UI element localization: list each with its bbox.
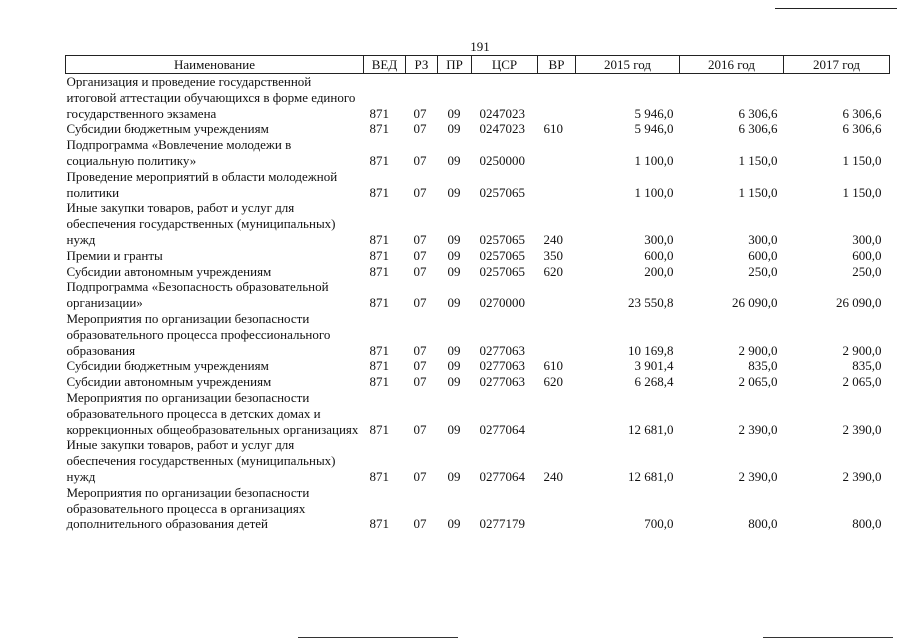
cell-name: Субсидии бюджетным учреждениям (66, 121, 269, 137)
cell-rz: 07 (413, 374, 427, 390)
cell-csr: 0277063 (479, 358, 525, 374)
cell-y2015: 1 100,0 (634, 152, 674, 168)
cell-vr: 240 (543, 231, 563, 247)
cell-pr: 09 (447, 231, 461, 247)
cell-pr: 09 (447, 121, 461, 137)
cell-vr (538, 390, 576, 437)
cell-y2015: 5 946,0 (634, 121, 674, 137)
cell-ved: 871 (369, 468, 389, 484)
cell-rz: 07 (413, 152, 427, 168)
cell-y2016: 2 390,0 (738, 468, 778, 484)
cell-rz: 07 (413, 231, 427, 247)
cell-pr: 09 (447, 295, 461, 311)
cell-rz: 07 (413, 247, 427, 263)
cell-csr: 0247023 (479, 105, 525, 121)
cell-name: Премии и гранты (66, 247, 163, 263)
cell-name: Иные закупки товаров, работ и услуг для обеспечения государственных (муниципальных) нужд (66, 437, 336, 484)
cell-y2017: 2 065,0 (842, 374, 882, 390)
cell-csr: 0270000 (479, 295, 525, 311)
cell-y2015: 200,0 (644, 263, 674, 279)
header-vr: ВР (538, 56, 576, 74)
top-rule (775, 8, 897, 9)
table-row (66, 74, 890, 122)
cell-csr: 0257065 (479, 247, 525, 263)
cell-y2016: 6 306,6 (738, 121, 778, 137)
cell-y2017: 2 900,0 (842, 342, 882, 358)
cell-csr: 0257065 (479, 184, 525, 200)
table-row (66, 121, 890, 137)
cell-y2017: 300,0 (852, 231, 882, 247)
cell-vr: 350 (543, 247, 563, 263)
cell-pr: 09 (447, 184, 461, 200)
cell-vr (538, 169, 576, 201)
cell-pr: 09 (447, 105, 461, 121)
cell-rz: 07 (413, 105, 427, 121)
cell-csr: 0277063 (479, 374, 525, 390)
cell-csr: 0277064 (479, 468, 525, 484)
table-row (66, 390, 890, 437)
cell-name: Субсидии бюджетным учреждениям (66, 358, 269, 374)
cell-pr: 09 (447, 358, 461, 374)
cell-name: Организация и проведение государственной итоговой аттестации обучающихся в форме единого государственного экзамена (66, 74, 356, 121)
cell-name: Субсидии автономным учреждениям (66, 374, 272, 390)
cell-y2017: 250,0 (852, 263, 882, 279)
table-row (66, 200, 890, 247)
header-2015: 2015 год (576, 56, 680, 74)
table-row (66, 485, 890, 532)
cell-y2017: 835,0 (852, 358, 882, 374)
cell-csr: 0257065 (479, 263, 525, 279)
cell-csr: 0247023 (479, 121, 525, 137)
cell-y2016: 2 390,0 (738, 421, 778, 437)
cell-y2015: 23 550,8 (628, 295, 674, 311)
cell-y2016: 600,0 (748, 247, 778, 263)
cell-y2015: 3 901,4 (634, 358, 674, 374)
cell-pr: 09 (447, 263, 461, 279)
cell-rz: 07 (413, 342, 427, 358)
cell-ved: 871 (369, 152, 389, 168)
cell-rz: 07 (413, 121, 427, 137)
cell-y2016: 26 090,0 (732, 295, 778, 311)
table-row (66, 169, 890, 201)
cell-name: Мероприятия по организации безопасности образовательного процесса профессионального образования (66, 310, 331, 358)
cell-rz: 07 (413, 184, 427, 200)
cell-ved: 871 (369, 295, 389, 311)
cell-ved: 871 (369, 342, 389, 358)
cell-name: Проведение мероприятий в области молодежной политики (66, 168, 338, 200)
cell-vr: 610 (543, 358, 563, 374)
cell-y2017: 1 150,0 (842, 184, 882, 200)
cell-rz: 07 (413, 421, 427, 437)
table-row (66, 137, 890, 169)
cell-vr (538, 485, 576, 532)
cell-y2016: 835,0 (748, 358, 778, 374)
cell-vr: 620 (543, 263, 563, 279)
cell-name: Мероприятия по организации безопасности образовательного процесса в организациях дополнительного образования детей (66, 484, 310, 532)
table-row (66, 311, 890, 358)
cell-name: Подпрограмма «Безопасность образовательной организации» (66, 279, 329, 311)
cell-ved: 871 (369, 421, 389, 437)
table-row (66, 437, 890, 484)
cell-y2016: 2 065,0 (738, 374, 778, 390)
cell-vr (538, 311, 576, 358)
cell-name: Мероприятия по организации безопасности образовательного процесса в детских домах и коррекционных общеобразовательных организациях (66, 389, 359, 437)
cell-y2015: 12 681,0 (628, 421, 674, 437)
header-name: Наименование (66, 56, 364, 74)
budget-table (65, 55, 890, 532)
header-ved: ВЕД (364, 56, 406, 74)
cell-vr (538, 279, 576, 311)
cell-pr: 09 (447, 152, 461, 168)
cell-y2015: 10 169,8 (628, 342, 674, 358)
cell-name: Иные закупки товаров, работ и услуг для обеспечения государственных (муниципальных) нужд (66, 200, 336, 247)
cell-rz: 07 (413, 263, 427, 279)
cell-y2017: 2 390,0 (842, 468, 882, 484)
cell-pr: 09 (447, 516, 461, 532)
cell-rz: 07 (413, 468, 427, 484)
header-pr: ПР (438, 56, 472, 74)
cell-csr: 0277179 (479, 516, 525, 532)
cell-ved: 871 (369, 184, 389, 200)
cell-y2015: 6 268,4 (634, 374, 674, 390)
cell-pr: 09 (447, 468, 461, 484)
cell-vr (538, 137, 576, 169)
cell-name: Субсидии автономным учреждениям (66, 263, 272, 279)
cell-csr: 0250000 (479, 152, 525, 168)
cell-ved: 871 (369, 263, 389, 279)
cell-y2017: 26 090,0 (836, 295, 882, 311)
cell-y2015: 12 681,0 (628, 468, 674, 484)
cell-ved: 871 (369, 358, 389, 374)
page-number: 191 (470, 39, 490, 54)
cell-vr (538, 74, 576, 122)
table-row (66, 264, 890, 280)
cell-csr: 0277063 (479, 342, 525, 358)
header-rz: РЗ (406, 56, 438, 74)
cell-csr: 0257065 (479, 231, 525, 247)
cell-y2017: 2 390,0 (842, 421, 882, 437)
cell-y2016: 1 150,0 (738, 184, 778, 200)
cell-y2017: 6 306,6 (842, 121, 882, 137)
cell-ved: 871 (369, 374, 389, 390)
header-2017: 2017 год (784, 56, 890, 74)
cell-ved: 871 (369, 231, 389, 247)
cell-pr: 09 (447, 247, 461, 263)
table-body (66, 74, 890, 533)
cell-y2017: 1 150,0 (842, 152, 882, 168)
table-row (66, 358, 890, 374)
table-row (66, 374, 890, 390)
cell-vr: 610 (543, 121, 563, 137)
cell-y2016: 300,0 (748, 231, 778, 247)
header-csr: ЦСР (472, 56, 538, 74)
cell-ved: 871 (369, 516, 389, 532)
cell-y2017: 800,0 (852, 516, 882, 532)
cell-rz: 07 (413, 358, 427, 374)
cell-vr: 240 (543, 468, 563, 484)
cell-y2017: 6 306,6 (842, 105, 882, 121)
cell-y2015: 600,0 (644, 247, 674, 263)
table-row (66, 279, 890, 311)
cell-pr: 09 (447, 421, 461, 437)
cell-csr: 0277064 (479, 421, 525, 437)
table-header (66, 56, 890, 74)
cell-y2015: 5 946,0 (634, 105, 674, 121)
cell-name: Подпрограмма «Вовлечение молодежи в социальную политику» (66, 137, 292, 168)
bottom-rule-left (298, 637, 458, 638)
cell-ved: 871 (369, 121, 389, 137)
table-row (66, 248, 890, 264)
cell-y2016: 250,0 (748, 263, 778, 279)
cell-y2015: 300,0 (644, 231, 674, 247)
cell-y2015: 700,0 (644, 516, 674, 532)
cell-pr: 09 (447, 374, 461, 390)
bottom-rule-right (763, 637, 893, 638)
cell-ved: 871 (369, 247, 389, 263)
cell-y2016: 1 150,0 (738, 152, 778, 168)
cell-y2017: 600,0 (852, 247, 882, 263)
header-2016: 2016 год (680, 56, 784, 74)
cell-y2016: 6 306,6 (738, 105, 778, 121)
cell-rz: 07 (413, 295, 427, 311)
cell-y2015: 1 100,0 (634, 184, 674, 200)
cell-y2016: 2 900,0 (738, 342, 778, 358)
cell-ved: 871 (369, 105, 389, 121)
cell-pr: 09 (447, 342, 461, 358)
cell-y2016: 800,0 (748, 516, 778, 532)
cell-rz: 07 (413, 516, 427, 532)
cell-vr: 620 (543, 374, 563, 390)
